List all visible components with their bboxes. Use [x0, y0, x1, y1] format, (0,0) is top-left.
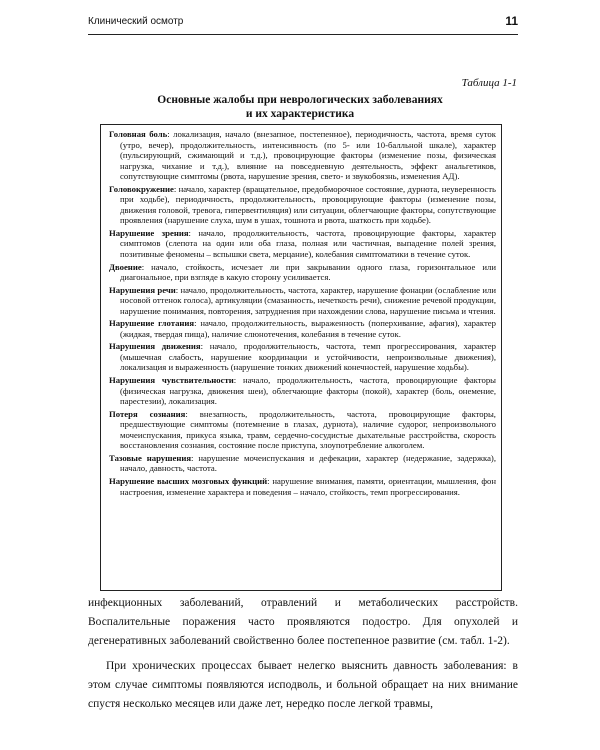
row-text: : внезапность, продолжительность, частота, провоцирующие факторы, предшествующие симптомы (потемнение в глазах, дурнота), наличие судорог, непроизвольного мочеиспускания, прикуса языка, травм, сердечно-сосудистые дыхательные расстройства, скорость восстановления сознания, состояние после приступа, злоупотребление алкоголем.: [120, 408, 496, 451]
table-row: [109, 285, 496, 317]
header-rule: [88, 34, 518, 35]
row-text: : нарушение внимания, памяти, ориентации, мышления, фон настроения, изменение характера и поведения – начало, стойкость, темп прогрессирования.: [120, 475, 496, 497]
table-row: [109, 262, 496, 283]
row-term: Нарушение глотания: [109, 318, 195, 329]
table-row: [109, 228, 496, 260]
row-text: : локализация, начало (внезапное, постепенное), периодичность, частота, время суток (утро, вечер), продолжительность, интенсивность (по 5- или 10-балльной шкале), характер (пульсирующий, сжимающий и т.д.), провоцирующие факторы (изменение позы, физическая нагрузка, чихание и т.д.), влияние на повседневную деятельность, эффект анальгетиков, сопутствующие симптомы (рвота, нарушение зрения, свето- и звукобоязнь, изменения АД).: [120, 129, 496, 182]
row-term: Нарушение высших мозговых функций: [109, 475, 268, 486]
row-term: Двоение: [109, 261, 142, 272]
row-term: Нарушения речи: [109, 284, 176, 295]
table-title: [100, 93, 500, 121]
table-row: [109, 476, 496, 497]
complaints-table: [100, 124, 502, 591]
row-text: : начало, продолжительность, частота, провоцирующие факторы, характер симптомов (слепота на один или оба глаза, полная или частичная, выпадение полей зрения, позитивные феномены – вспышки света, мерцание), колебания симптоматики в течение суток.: [120, 227, 496, 260]
row-term: Потеря сознания: [109, 408, 186, 419]
table-row: [109, 341, 496, 373]
row-text: : начало, продолжительность, частота, темп прогрессирования, характер (мышечная слабость, нарушение координации и устойчивости, непроизвольные движения), локализация и выраженность (нарушение тонких движений конечностей, нарушение ходьбы).: [120, 341, 496, 373]
row-term: Головная боль: [109, 129, 168, 139]
table-row: [109, 409, 496, 451]
table-row: [109, 184, 496, 226]
page-header: [88, 14, 518, 34]
row-text: : начало, характер (вращательное, предобморочное состояние, дурнота, неуверенность при ходьбе), периодичность, продолжительность, провоцирующие факторы (изменение позы, движения головой, тревога, гипервентиляция) или ситуации, облегчающие факторы, сопутствующие проявления (нарушение слуха, шум в ушах, тошнота и рвота, шаткость при ходьбе).: [120, 183, 496, 226]
table-row: [109, 375, 496, 407]
row-term: Нарушение зрения: [109, 227, 189, 238]
page-number: 11: [505, 14, 518, 28]
table-title-line-1: Основные жалобы при неврологических заболеваниях: [157, 94, 443, 106]
row-term: Нарушения движения: [109, 341, 201, 352]
body-paragraph-1: инфекционных заболеваний, отравлений и метаболических расстройств. Воспалительные поражения часто проявляются подостро. Для опухолей и дегенеративных заболеваний свойственно более постепенное развитие (см. табл. 1-2).: [88, 597, 518, 647]
table-label: Таблица 1-1: [461, 77, 517, 89]
body-text: [88, 594, 518, 714]
body-paragraph-2: При хронических процессах бывает нелегко выяснить давность заболевания: в этом случае симптомы появляются исподволь, и больной обращает на них внимание спустя несколько месяцев или даже лет, нередко после легкой травмы,: [88, 660, 518, 710]
table-row: [109, 129, 496, 182]
row-text: : начало, продолжительность, частота, характер, нарушение фонации (ослабление или носовой оттенок голоса), артикуляции (смазанность, нечеткость речи), снижение речевой продукции, нарушение понимания, повторения, затруднения при нахождении слова, нарушение письма и чтения.: [120, 284, 496, 316]
row-term: Тазовые нарушения: [109, 452, 192, 463]
row-text: : начало, продолжительность, выраженность (поперхивание, афагия), характер (жидкая, твердая пища), наличие слюнотечения, колебания в течение суток.: [120, 318, 496, 339]
table-row: [109, 453, 496, 474]
row-text: : нарушение мочеиспускания и дефекации, характер (недержание, задержка), начало, давность, частота.: [120, 452, 496, 474]
row-term: Головокружение: [109, 183, 174, 194]
row-term: Нарушения чувствительности: [109, 375, 234, 386]
running-title: Клинический осмотр: [88, 16, 184, 27]
table-row: [109, 318, 496, 339]
row-text: : начало, стойкость, исчезает ли при закрывании одного глаза, горизонтальное или диагональное, при взгляде в какую сторону усиливается.: [120, 261, 496, 283]
table-title-line-2: и их характеристика: [245, 108, 355, 120]
row-text: : начало, продолжительность, частота, провоцирующие факторы (физическая нагрузка, движения шеи), облегчающие факторы (покой), характер (боль, онемение, парестезии), локализация.: [120, 375, 496, 407]
